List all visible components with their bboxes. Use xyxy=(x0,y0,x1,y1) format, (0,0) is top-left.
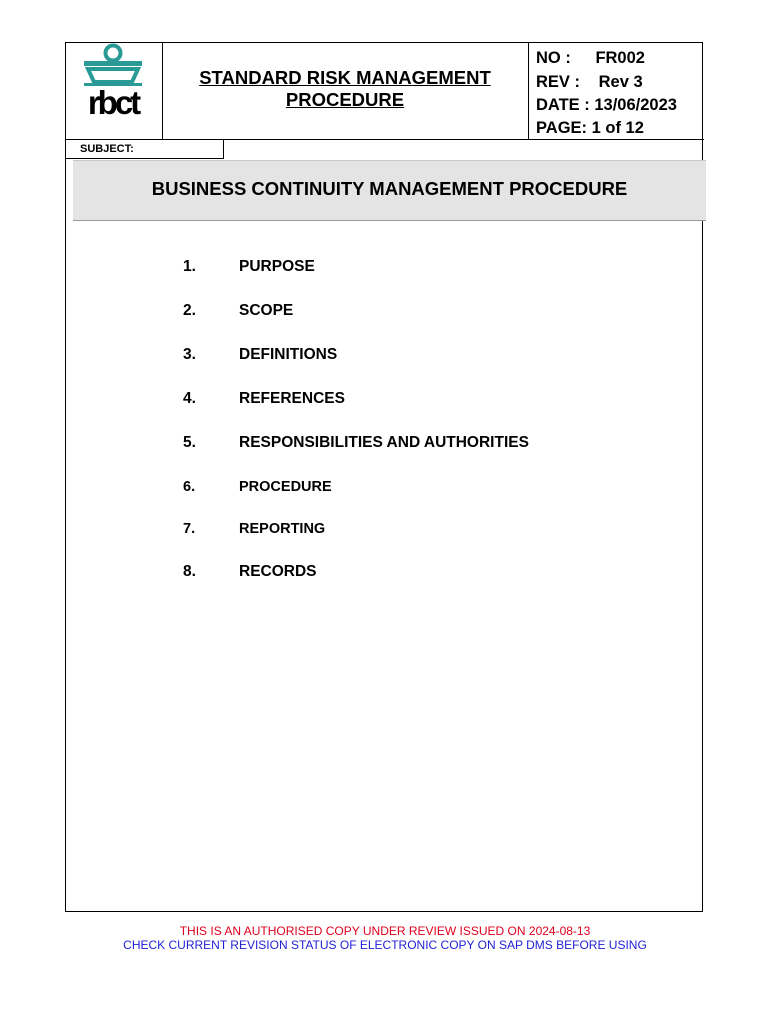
subject-title: BUSINESS CONTINUITY MANAGEMENT PROCEDURE xyxy=(151,178,628,199)
title-line-2: PROCEDURE xyxy=(285,89,405,110)
toc-number: 4. xyxy=(183,390,196,407)
revision-value: Rev 3 xyxy=(598,73,643,91)
toc-number: 5. xyxy=(183,434,196,451)
document-title xyxy=(162,67,528,111)
rbct-logo xyxy=(82,43,144,131)
toc-label: REPORTING xyxy=(239,521,326,537)
title-line-1: STANDARD RISK MANAGEMENT xyxy=(199,67,491,88)
meta-cell xyxy=(528,43,704,139)
toc-number: 3. xyxy=(183,346,196,363)
ship-logo-icon xyxy=(82,43,144,87)
logo-cell xyxy=(66,43,163,139)
toc-number: 8. xyxy=(183,563,196,580)
revision-check-notice: CHECK CURRENT REVISION STATUS OF ELECTRONIC COPY ON SAP DMS BEFORE USING xyxy=(123,938,647,952)
date-row: DATE : 13/06/2023 xyxy=(536,96,677,114)
toc-number: 2. xyxy=(183,302,196,319)
subject-row xyxy=(66,139,704,159)
doc-number-value: FR002 xyxy=(595,49,645,67)
revision-row xyxy=(536,72,643,92)
subject-band xyxy=(73,160,706,221)
divider xyxy=(224,139,704,140)
toc-label: PROCEDURE xyxy=(239,479,332,495)
toc-label: SCOPE xyxy=(239,302,294,319)
page-row: PAGE: 1 of 12 xyxy=(536,119,644,137)
subject-label: SUBJECT: xyxy=(66,139,224,159)
toc-label: RESPONSIBILITIES AND AUTHORITIES xyxy=(239,434,529,451)
authorised-copy-notice: THIS IS AN AUTHORISED COPY UNDER REVIEW ISSUED ON 2024-08-13 xyxy=(179,924,591,938)
toc-label: DEFINITIONS xyxy=(239,346,338,363)
toc-number: 7. xyxy=(183,521,196,537)
doc-number-label: NO : xyxy=(536,49,571,67)
toc-label: REFERENCES xyxy=(239,390,345,407)
toc-number: 6. xyxy=(183,479,196,495)
toc-number: 1. xyxy=(183,258,196,275)
toc-label: PURPOSE xyxy=(239,258,315,275)
logo-text: rbct xyxy=(87,84,139,121)
doc-number-row xyxy=(536,48,645,68)
document-frame xyxy=(65,42,703,912)
title-cell xyxy=(162,43,529,139)
revision-label: REV : xyxy=(536,73,581,91)
toc-label: RECORDS xyxy=(239,563,317,580)
